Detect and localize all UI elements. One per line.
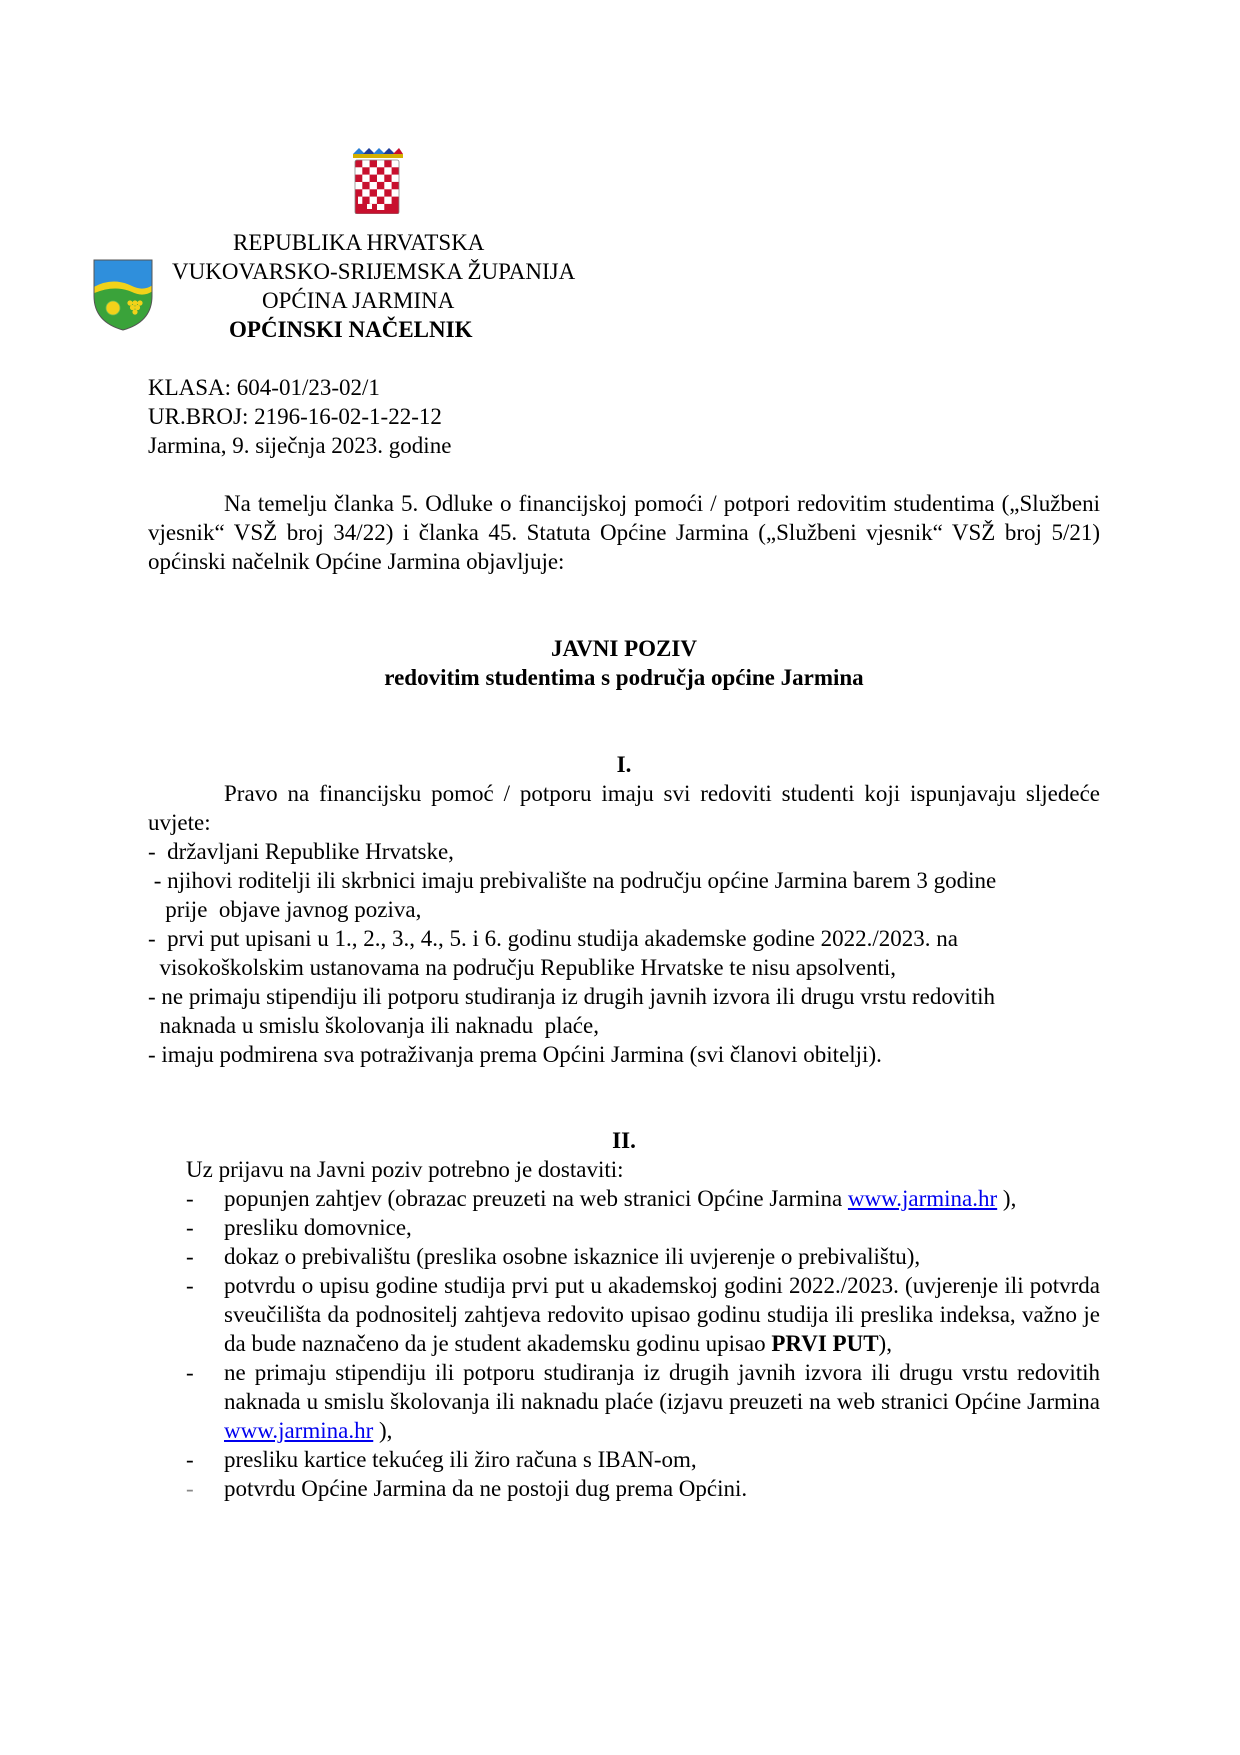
klasa: KLASA: 604-01/23-02/1	[148, 375, 380, 400]
jarmina-website-link[interactable]: www.jarmina.hr	[847, 1186, 998, 1211]
document-date: Jarmina, 9. siječnja 2023. godine	[148, 433, 452, 458]
section-1-conditions-list	[148, 837, 1108, 1069]
list-item: - njihovi roditelji ili skrbnici imaju prebivalište na području općine Jarmina barem 3 godine prije objave javnog poziva,	[148, 868, 997, 922]
list-item: - potvrdu o upisu godine studija prvi put u akademskoj godini 2022./2023. (uvjerenje ili potvrda sveučilišta da podnositelj zahtjeva redovito upisao godinu studija ili preslika indeksa, važno je da bude naznačeno da je student akademsku godinu upisao PRVI PUT),	[186, 1273, 1100, 1356]
list-item: - ne primaju stipendiju ili potporu studiranja iz drugih javnih izvora ili drugu vrstu redovitih naknada u smislu školovanja ili naknadu plaće,	[148, 984, 996, 1038]
list-item: - potvrdu Općine Jarmina da ne postoji dug prema Općini.	[186, 1476, 748, 1501]
section-2-documents-list	[186, 1184, 1100, 1503]
croatian-coat-of-arms-icon	[349, 148, 405, 214]
document-title: JAVNI POZIV	[551, 636, 697, 661]
section-1-heading: I.	[616, 752, 632, 777]
header-municipality: OPĆINA JARMINA	[262, 288, 455, 313]
list-item: - prvi put upisani u 1., 2., 3., 4., 5. i 6. godinu studija akademske godine 2022./2023. na visokoškolskim ustanovama na području Republike Hrvatske te nisu apsolventi,	[148, 926, 959, 980]
list-item: - ne primaju stipendiju ili potporu studiranja iz drugih javnih izvora ili drugu vrstu redovitih naknada u smislu školovanja ili naknadu plaće (izjavu preuzeti na web stranici Općine Jarmina www.jarmina.hr ),	[186, 1360, 1100, 1443]
crown-icon	[353, 148, 403, 158]
list-item: - državljani Republike Hrvatske,	[148, 839, 454, 864]
list-item: - imaju podmirena sva potraživanja prema Općini Jarmina (svi članovi obitelji).	[148, 1042, 882, 1067]
urbroj: UR.BROJ: 2196-16-02-1-22-12	[148, 404, 442, 429]
document-subtitle: redovitim studentima s područja općine Jarmina	[384, 665, 864, 690]
list-item: - presliku kartice tekućeg ili žiro računa s IBAN-om,	[186, 1447, 697, 1472]
list-item: - popunjen zahtjev (obrazac preuzeti na web stranici Općine Jarmina www.jarmina.hr ),	[186, 1186, 1017, 1211]
section-1-lead: Pravo na financijsku pomoć / potporu imaju svi redoviti studenti koji ispunjavaju sljedeće uvjete:	[148, 781, 1100, 835]
section-2-heading: II.	[612, 1128, 636, 1153]
intro-paragraph: Na temelju članka 5. Odluke o financijskoj pomoći / potpori redovitim studentima („Službeni vjesnik“ VSŽ broj 34/22) i članka 45. Statuta Općine Jarmina („Službeni vjesnik“ VSŽ broj 5/21) općinski načelnik Općine Jarmina objavljuje:	[148, 491, 1100, 574]
section-2-lead: Uz prijavu na Javni poziv potrebno je dostaviti:	[186, 1157, 624, 1182]
list-item: - presliku domovnice,	[186, 1215, 412, 1240]
municipal-coat-of-arms-icon	[92, 258, 154, 332]
header-country: REPUBLIKA HRVATSKA	[233, 230, 485, 255]
apple-icon	[106, 301, 120, 315]
jarmina-website-link[interactable]: www.jarmina.hr	[224, 1418, 374, 1443]
header-county: VUKOVARSKO-SRIJEMSKA ŽUPANIJA	[172, 259, 576, 284]
list-item: - dokaz o prebivalištu (preslika osobne iskaznice ili uvjerenje o prebivalištu),	[186, 1244, 921, 1269]
header-office: OPĆINSKI NAČELNIK	[229, 317, 473, 342]
